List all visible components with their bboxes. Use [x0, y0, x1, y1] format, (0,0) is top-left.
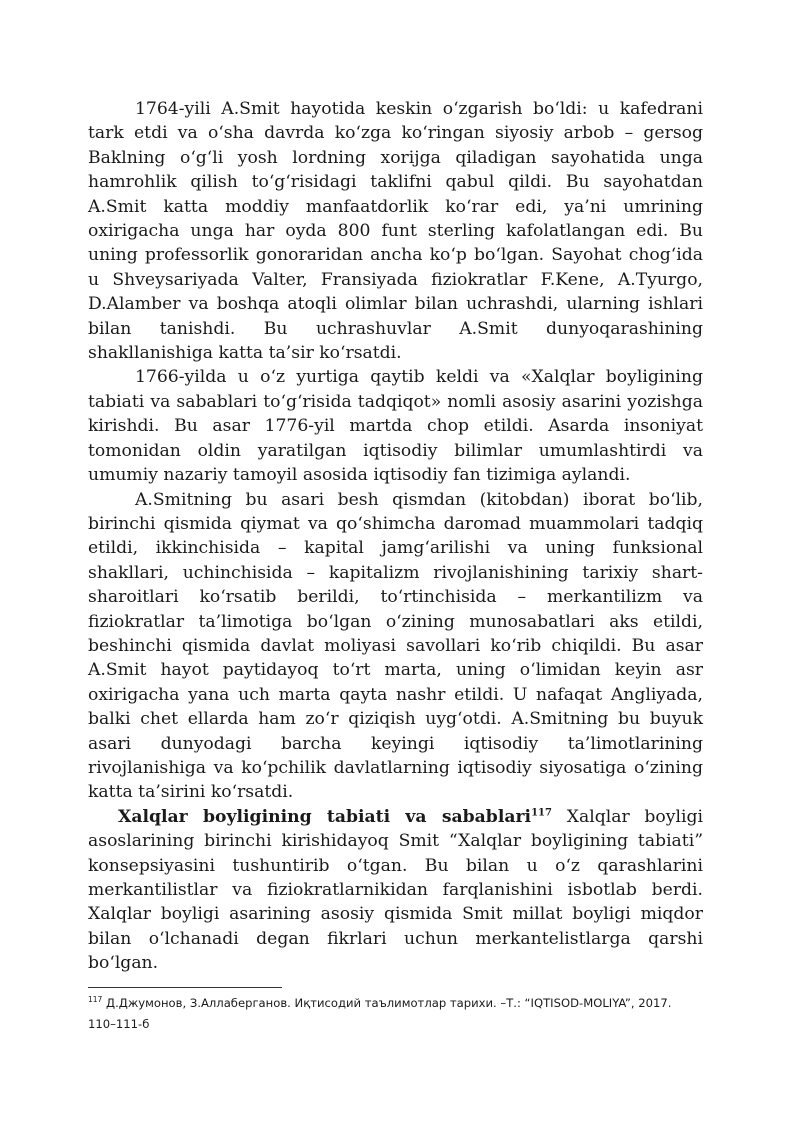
footnote [88, 993, 703, 1035]
paragraph-2: 1766-yilda u oʻz yurtiga qaytib keldi va «Xalqlar boyligining tabiati va sabablari toʻgʻrisida tadqiqot» nomli asosiy asarini yozishga kirishdi. Bu asar 1776-yil martda chop etildi. Asarda insoniyat tomonidan oldin yaratilgan iqtisodiy bilimlar umumlashtirdi va umumiy nazariy tamoyil asosida iqtisodiy fan tizimiga aylandi. [88, 367, 703, 486]
paragraph-3: A.Smitning bu asari besh qismdan (kitobdan) iborat boʻlib, birinchi qismida qiymat va qoʻshimcha daromad muammolari tadqiq etildi, ikkinchisida – kapital jamgʻarilishi va uning funksional shakllari, uchinchisida – kapitalizm rivojlanishining tarixiy shart-sharoitlari koʻrsatib berildi, toʻrtinchisida – merkantilizm va fiziokratlar ta’limotiga boʻlgan oʻzining munosabatlari aks etildi, beshinchi qismida davlat moliyasi savollari koʻrib chiqildi. Bu asar A.Smit hayot paytidayoq toʻrt marta, uning oʻlimidan keyin asr oxirigacha yana uch marta qayta nashr etildi. U nafaqat Angliyada, balki chet ellarda ham zoʻr qiziqish uygʻotdi. A.Smitning bu buyuk asari dunyodagi barcha keyingi iqtisodiy ta’limotlarining rivojlanishiga va koʻpchilik davlatlarning iqtisodiy siyosatiga oʻzining katta ta’sirini koʻrsatdi. [88, 489, 703, 803]
footnote-number: 117 [88, 995, 103, 1005]
section-text: Xalqlar boyligi asoslarining birinchi kirishidayoq Smit “Xalqlar boyligining tabiati” konsepsiyasini tushuntirib oʻtgan. Bu bilan u oʻz qarashlarini merkantilistlar va fiziokratlarnikidan farqlanishini isbotlab berdi. Xalqlar boyligi asarining asosiy qismida Smit millat boyligi miqdor bilan oʻlchanadi degan fikrlari uchun merkantelistlarga qarshi boʻlgan. [88, 806, 703, 974]
footnote-reference: 117 [531, 807, 552, 819]
document-body [88, 97, 703, 976]
section-paragraph [88, 805, 703, 976]
section-heading: Xalqlar boyligining tabiati va sabablari [118, 806, 532, 827]
footnote-divider [88, 987, 282, 988]
footnote-text: Д.Джумонов, З.Аллаберганов. Иқтисодий таълимотлар тарихи. –Т.: “IQTISOD-MOLIYA”, 2017. 110–111-б [88, 996, 672, 1031]
paragraph-1: 1764-yili A.Smit hayotida keskin oʻzgarish boʻldi: u kafedrani tark etdi va oʻsha davrda koʻzga koʻringan siyosiy arbob – gersog Baklning oʻgʻli yosh lordning xorijga qiladigan sayohatida unga hamrohlik qilish toʻgʻrisidagi taklifni qabul qildi. Bu sayohatdan A.Smit katta moddiy manfaatdorlik koʻrar edi, ya’ni umrining oxirigacha unga har oyda 800 funt sterling kafolatlangan edi. Bu uning professorlik gonoraridan ancha koʻp boʻlgan. Sayohat chogʻida u Shveysariyada Valter, Fransiyada fiziokratlar F.Kene, A.Tyurgo, D.Alamber va boshqa atoqli olimlar bilan uchrashdi, ularning ishlari bilan tanishdi. Bu uchrashuvlar A.Smit dunyoqarashining shakllanishiga katta ta’sir koʻrsatdi. [88, 99, 703, 364]
